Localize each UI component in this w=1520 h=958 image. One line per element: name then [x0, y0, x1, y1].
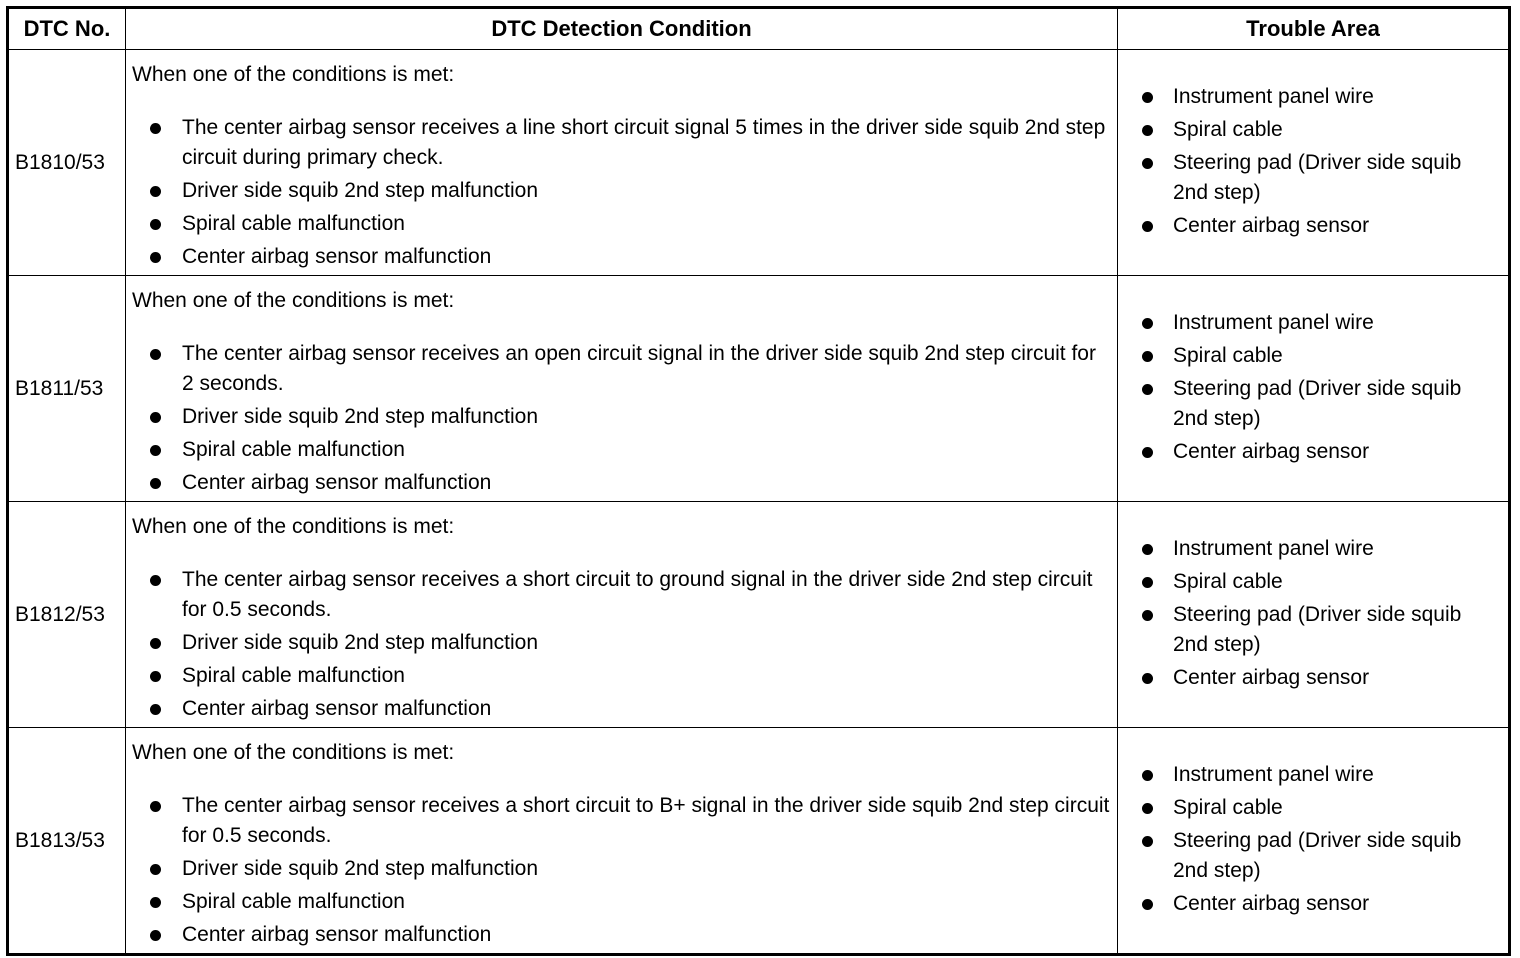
bullet-icon [1142, 125, 1153, 136]
condition-text: The center airbag sensor receives a short circuit to ground signal in the driver side 2nd step circuit for 0.5 seconds. [182, 568, 1093, 621]
condition-text: Spiral cable malfunction [182, 212, 405, 235]
trouble-area-item [1118, 567, 1502, 597]
condition-list [126, 113, 1117, 272]
condition-text: Center airbag sensor malfunction [182, 471, 492, 494]
trouble-area-text: Steering pad (Driver side squib 2nd step) [1173, 828, 1462, 882]
bullet-icon [1142, 836, 1153, 847]
trouble-area-item [1118, 82, 1502, 112]
condition-item [126, 628, 1111, 658]
condition-text: Center airbag sensor malfunction [182, 697, 492, 720]
condition-item [126, 209, 1111, 239]
bullet-icon [150, 252, 161, 263]
condition-cell [126, 728, 1118, 955]
trouble-area-item [1118, 760, 1502, 790]
condition-item [126, 854, 1111, 884]
condition-item [126, 920, 1111, 950]
condition-item [126, 565, 1111, 625]
bullet-icon [150, 478, 161, 489]
trouble-area-item [1118, 374, 1502, 434]
condition-item [126, 339, 1111, 399]
condition-list [126, 791, 1117, 950]
condition-intro: When one of the conditions is met: [132, 741, 455, 764]
trouble-area-item [1118, 211, 1502, 241]
bullet-icon [150, 349, 161, 360]
condition-item [126, 791, 1111, 851]
trouble-area-text: Instrument panel wire [1173, 536, 1374, 560]
table-row [8, 502, 1510, 728]
trouble-area-text: Spiral cable [1173, 343, 1283, 367]
bullet-icon [150, 219, 161, 230]
trouble-area-text: Center airbag sensor [1173, 891, 1370, 915]
bullet-icon [1142, 92, 1153, 103]
trouble-area-item [1118, 793, 1502, 823]
trouble-area-cell [1118, 50, 1510, 276]
trouble-area-text: Center airbag sensor [1173, 439, 1370, 463]
header-trouble-area: Trouble Area [1118, 8, 1510, 50]
bullet-icon [1142, 351, 1153, 362]
trouble-area-text: Spiral cable [1173, 795, 1283, 819]
trouble-area-text: Instrument panel wire [1173, 84, 1374, 108]
dtc-code: B1810/53 [8, 50, 126, 276]
trouble-area-text: Steering pad (Driver side squib 2nd step) [1173, 376, 1462, 430]
trouble-area-item [1118, 600, 1502, 660]
bullet-icon [1142, 221, 1153, 232]
trouble-area-cell [1118, 276, 1510, 502]
condition-item [126, 694, 1111, 724]
bullet-icon [150, 445, 161, 456]
trouble-area-item [1118, 308, 1502, 338]
bullet-icon [150, 897, 161, 908]
header-row [8, 8, 1510, 50]
bullet-icon [1142, 673, 1153, 684]
condition-cell [126, 502, 1118, 728]
bullet-icon [150, 864, 161, 875]
bullet-icon [150, 671, 161, 682]
trouble-area-item [1118, 826, 1502, 886]
trouble-area-item [1118, 148, 1502, 208]
trouble-area-text: Steering pad (Driver side squib 2nd step) [1173, 150, 1462, 204]
bullet-icon [1142, 610, 1153, 621]
header-dtc-no: DTC No. [8, 8, 126, 50]
condition-cell [126, 50, 1118, 276]
condition-text: Driver side squib 2nd step malfunction [182, 631, 539, 654]
bullet-icon [1142, 770, 1153, 781]
condition-item [126, 435, 1111, 465]
condition-text: Center airbag sensor malfunction [182, 923, 492, 946]
condition-text: The center airbag sensor receives a short circuit to B+ signal in the driver side squib 2nd step circuit for 0.5 seconds. [182, 794, 1110, 847]
bullet-icon [1142, 899, 1153, 910]
header-condition: DTC Detection Condition [126, 8, 1118, 50]
condition-text: Spiral cable malfunction [182, 890, 405, 913]
trouble-area-item [1118, 534, 1502, 564]
bullet-icon [1142, 544, 1153, 555]
bullet-icon [150, 412, 161, 423]
trouble-area-item [1118, 341, 1502, 371]
condition-item [126, 887, 1111, 917]
trouble-area-list [1118, 534, 1508, 693]
table-row [8, 728, 1510, 955]
dtc-code: B1812/53 [8, 502, 126, 728]
trouble-area-text: Instrument panel wire [1173, 762, 1374, 786]
trouble-area-text: Center airbag sensor [1173, 213, 1370, 237]
condition-item [126, 661, 1111, 691]
trouble-area-text: Instrument panel wire [1173, 310, 1374, 334]
condition-list [126, 565, 1117, 724]
trouble-area-text: Spiral cable [1173, 117, 1283, 141]
trouble-area-item [1118, 437, 1502, 467]
condition-item [126, 468, 1111, 498]
trouble-area-list [1118, 308, 1508, 467]
trouble-area-text: Center airbag sensor [1173, 665, 1370, 689]
bullet-icon [150, 704, 161, 715]
condition-text: Driver side squib 2nd step malfunction [182, 405, 539, 428]
bullet-icon [1142, 447, 1153, 458]
table-row [8, 50, 1510, 276]
trouble-area-item [1118, 889, 1502, 919]
bullet-icon [1142, 384, 1153, 395]
bullet-icon [150, 123, 161, 134]
dtc-code: B1811/53 [8, 276, 126, 502]
condition-text: Center airbag sensor malfunction [182, 245, 492, 268]
trouble-area-list [1118, 760, 1508, 919]
trouble-area-text: Steering pad (Driver side squib 2nd step) [1173, 602, 1462, 656]
bullet-icon [150, 575, 161, 586]
condition-text: Driver side squib 2nd step malfunction [182, 857, 539, 880]
dtc-table [6, 6, 1511, 956]
condition-cell [126, 276, 1118, 502]
condition-intro: When one of the conditions is met: [132, 63, 455, 86]
bullet-icon [150, 186, 161, 197]
condition-text: Driver side squib 2nd step malfunction [182, 179, 539, 202]
condition-text: Spiral cable malfunction [182, 664, 405, 687]
condition-intro: When one of the conditions is met: [132, 289, 455, 312]
bullet-icon [150, 801, 161, 812]
trouble-area-cell [1118, 502, 1510, 728]
bullet-icon [1142, 158, 1153, 169]
trouble-area-item [1118, 115, 1502, 145]
condition-intro: When one of the conditions is met: [132, 515, 455, 538]
condition-item [126, 176, 1111, 206]
trouble-area-cell [1118, 728, 1510, 955]
bullet-icon [1142, 318, 1153, 329]
condition-item [126, 402, 1111, 432]
condition-item [126, 113, 1111, 173]
bullet-icon [150, 638, 161, 649]
bullet-icon [1142, 803, 1153, 814]
dtc-code: B1813/53 [8, 728, 126, 955]
condition-list [126, 339, 1117, 498]
table-row [8, 276, 1510, 502]
bullet-icon [1142, 577, 1153, 588]
condition-text: The center airbag sensor receives an open circuit signal in the driver side squib 2nd step circuit for 2 seconds. [182, 342, 1096, 395]
condition-item [126, 242, 1111, 272]
condition-text: Spiral cable malfunction [182, 438, 405, 461]
bullet-icon [150, 930, 161, 941]
condition-text: The center airbag sensor receives a line short circuit signal 5 times in the driver side squib 2nd step circuit during primary check. [182, 116, 1106, 169]
trouble-area-list [1118, 82, 1508, 241]
trouble-area-item [1118, 663, 1502, 693]
trouble-area-text: Spiral cable [1173, 569, 1283, 593]
